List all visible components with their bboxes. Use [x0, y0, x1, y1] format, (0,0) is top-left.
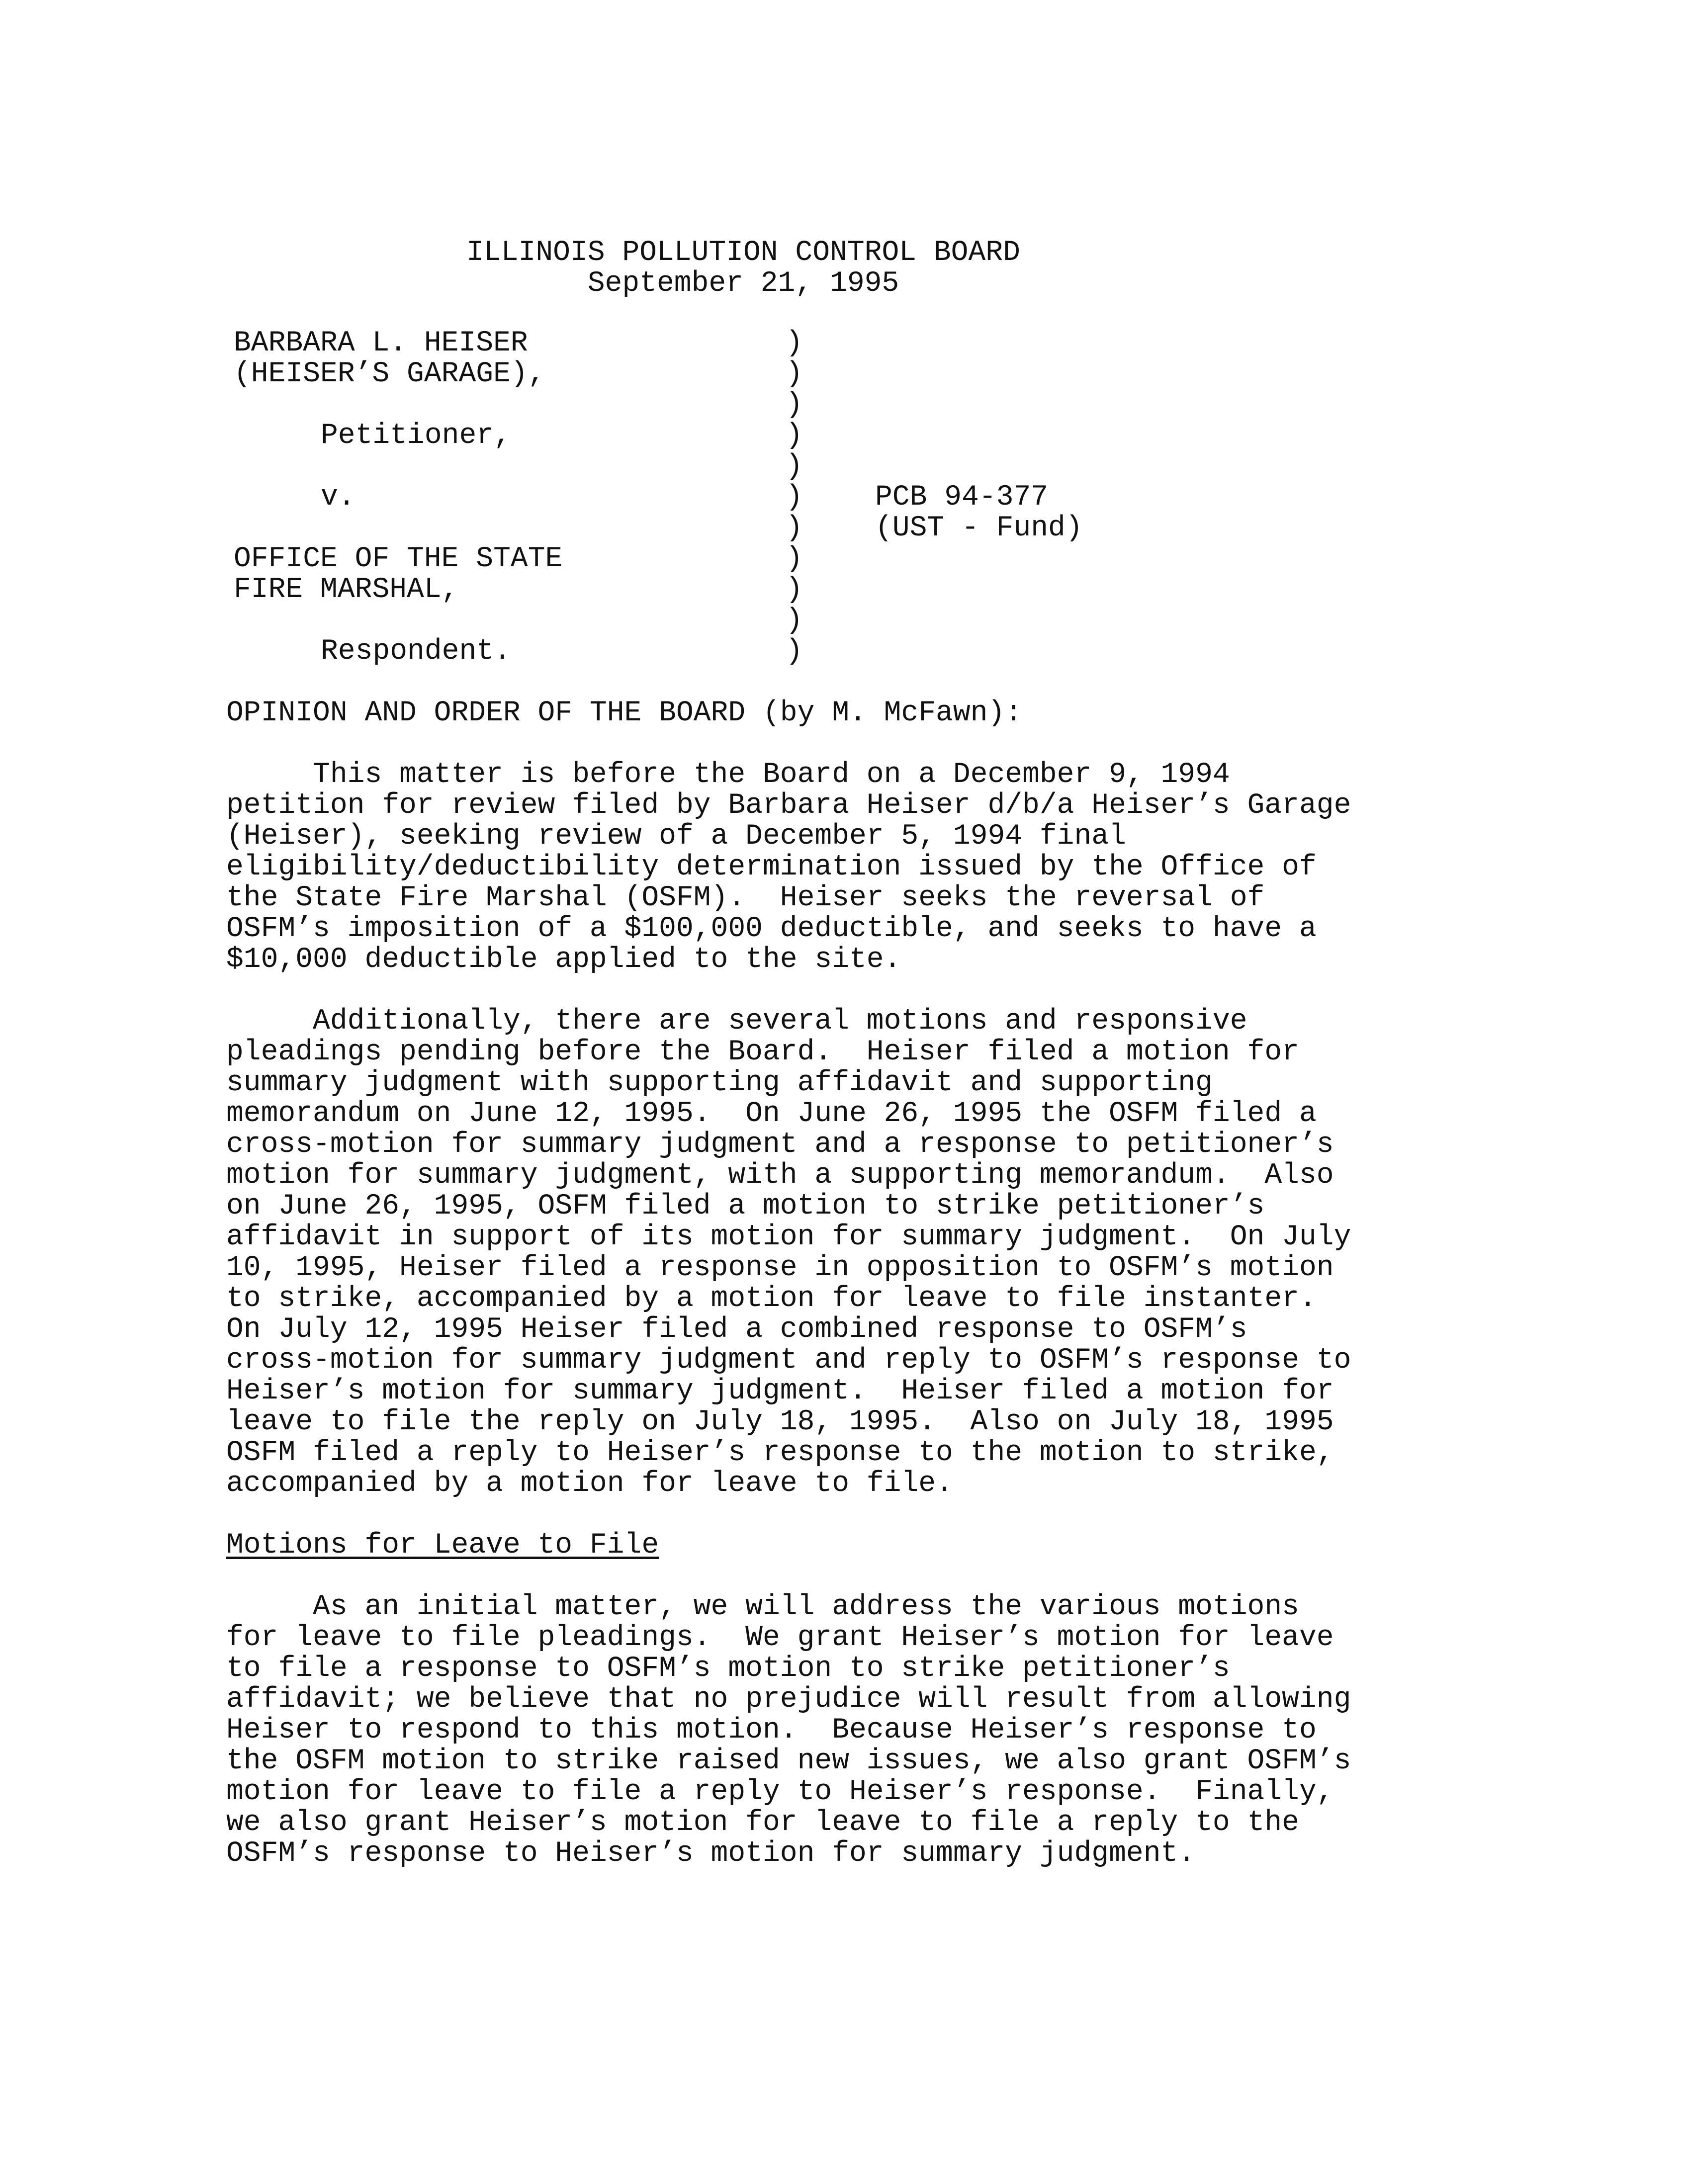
- paragraph-2: [226, 1006, 1444, 1499]
- paragraph-line: on June 26, 1995, OSFM filed a motion to strike petitioner’s: [226, 1190, 1265, 1223]
- paragraph-line: to strike, accompanied by a motion for leave to file instanter.: [226, 1283, 1317, 1315]
- caption-paren: ): [786, 358, 803, 390]
- section-heading: Motions for Leave to File: [226, 1529, 659, 1562]
- caption-paren: ): [786, 450, 803, 483]
- paragraph-line: summary judgment with supporting affidavit and supporting: [226, 1067, 1213, 1099]
- paragraph-line: On July 12, 1995 Heiser filed a combined response to OSFM’s: [226, 1313, 1247, 1346]
- caption-paren: ): [786, 543, 803, 575]
- paragraph-line: 10, 1995, Heiser filed a response in opposition to OSFM’s motion: [226, 1252, 1334, 1284]
- caption-paren: ): [786, 512, 803, 544]
- paragraph-line: Heiser to respond to this motion. Because Heiser’s response to: [226, 1714, 1317, 1747]
- caption-parentheses: [786, 328, 815, 667]
- paragraph-line: OSFM’s imposition of a $100,000 deductible, and seeks to have a: [226, 913, 1317, 945]
- paragraph-line: memorandum on June 12, 1995. On June 26, 1995 the OSFM filed a: [226, 1098, 1317, 1130]
- respondent-role: Respondent.: [321, 635, 511, 668]
- petitioner-name-line2: (HEISER’S GARAGE),: [234, 358, 545, 390]
- paragraph-line: pleadings pending before the Board. Heiser filed a motion for: [226, 1036, 1299, 1068]
- caption-paren: ): [786, 574, 803, 606]
- paragraph-line: the OSFM motion to strike raised new issues, we also grant OSFM’s: [226, 1745, 1351, 1777]
- petitioner-role: Petitioner,: [321, 420, 511, 452]
- caption-paren: ): [786, 481, 803, 514]
- respondent-name-line1: OFFICE OF THE STATE: [234, 543, 563, 575]
- paragraph-line: As an initial matter, we will address the various motions: [226, 1591, 1299, 1623]
- paragraph-line: OSFM’s response to Heiser’s motion for summary judgment.: [226, 1837, 1196, 1870]
- paragraph-line: motion for summary judgment, with a supporting memorandum. Also: [226, 1159, 1334, 1192]
- paragraph-line: cross-motion for summary judgment and a response to petitioner’s: [226, 1129, 1334, 1161]
- paragraph-3: [226, 1592, 1444, 1869]
- paragraph-line: to file a response to OSFM’s motion to strike petitioner’s: [226, 1653, 1230, 1685]
- paragraph-line: eligibility/deductibility determination issued by the Office of: [226, 851, 1317, 883]
- paragraph-line: affidavit; we believe that no prejudice will result from allowing: [226, 1683, 1351, 1716]
- paragraph-line: (Heiser), seeking review of a December 5, 1994 final: [226, 820, 1126, 853]
- paragraph-line: cross-motion for summary judgment and reply to OSFM’s response to: [226, 1344, 1351, 1377]
- caption-paren: ): [786, 327, 803, 359]
- paragraph-line: accompanied by a motion for leave to file.: [226, 1468, 953, 1500]
- respondent-name-line2: FIRE MARSHAL,: [234, 574, 459, 606]
- paragraph-line: This matter is before the Board on a December 9, 1994: [226, 759, 1230, 791]
- case-number: PCB 94-377: [875, 481, 1049, 514]
- board-title: ILLINOIS POLLUTION CONTROL BOARD: [466, 237, 1020, 269]
- caption-paren: ): [786, 605, 803, 637]
- case-type: (UST - Fund): [875, 512, 1083, 544]
- paragraph-line: motion for leave to file a reply to Heiser’s response. Finally,: [226, 1776, 1334, 1808]
- paragraph-line: for leave to file pleadings. We grant Heiser’s motion for leave: [226, 1622, 1334, 1654]
- paragraph-line: leave to file the reply on July 18, 1995. Also on July 18, 1995: [226, 1406, 1334, 1438]
- paragraph-line: $10,000 deductible applied to the site.: [226, 944, 901, 976]
- caption-paren: ): [786, 635, 803, 668]
- caption-paren: ): [786, 389, 803, 421]
- versus: v.: [321, 481, 355, 514]
- paragraph-1: [226, 760, 1444, 975]
- paragraph-line: affidavit in support of its motion for summary judgment. On July: [226, 1221, 1351, 1253]
- paragraph-line: the State Fire Marshal (OSFM). Heiser seeks the reversal of: [226, 882, 1265, 914]
- opinion-heading: OPINION AND ORDER OF THE BOARD (by M. McFawn):: [226, 697, 1023, 729]
- paragraph-line: OSFM filed a reply to Heiser’s response to the motion to strike,: [226, 1437, 1334, 1469]
- paragraph-line: petition for review filed by Barbara Heiser d/b/a Heiser’s Garage: [226, 789, 1351, 822]
- paragraph-line: we also grant Heiser’s motion for leave to file a reply to the: [226, 1807, 1299, 1839]
- paragraph-line: Additionally, there are several motions and responsive: [226, 1005, 1247, 1038]
- document-date: September 21, 1995: [587, 267, 899, 300]
- petitioner-name-line1: BARBARA L. HEISER: [234, 327, 528, 359]
- caption-paren: ): [786, 420, 803, 452]
- paragraph-line: Heiser’s motion for summary judgment. Heiser filed a motion for: [226, 1375, 1334, 1407]
